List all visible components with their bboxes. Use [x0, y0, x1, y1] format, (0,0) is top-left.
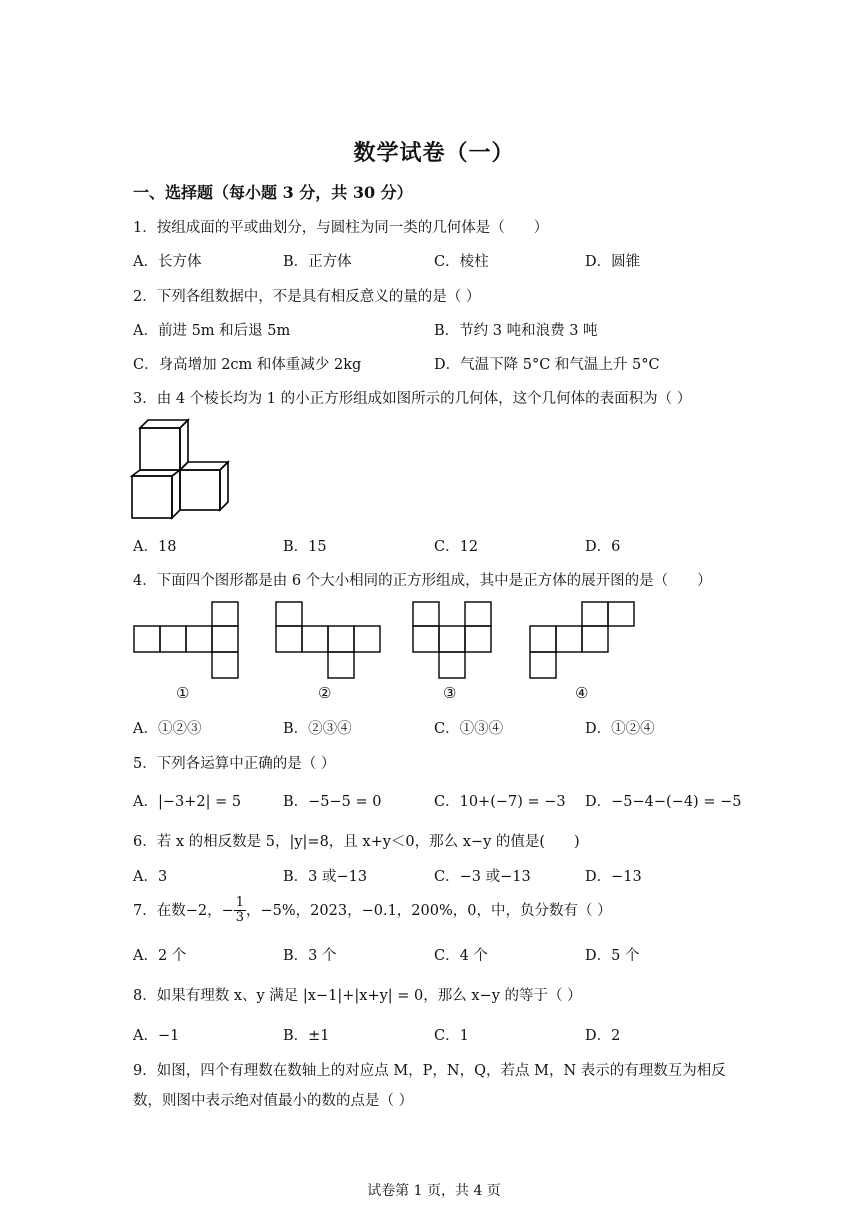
- cube-figure: [128, 418, 238, 524]
- net-3: [413, 602, 491, 678]
- q7-option-b: B．3 个: [283, 948, 337, 964]
- question-1-stem: 1．按组成面的平或曲划分，与圆柱为同一类的几何体是（ ）: [133, 220, 549, 236]
- question-8-stem: 8．如果有理数 x、y 满足 |x−1|+|x+y| = 0，那么 x−y 的等于（ ）: [133, 988, 582, 1004]
- net-label-2: ②: [318, 684, 332, 702]
- question-4-stem: 4．下面四个图形都是由 6 个大小相同的正方形组成，其中是正方体的展开图的是（ ）: [133, 573, 712, 589]
- page-title: 数学试卷（一）: [353, 140, 515, 166]
- page-footer: 试卷第 1 页，共 4 页: [367, 1183, 501, 1199]
- net-2: [276, 602, 380, 678]
- q3-option-d: D．6: [585, 539, 621, 555]
- q7-option-a: A．2 个: [133, 948, 187, 964]
- q2-option-c: C．身高增加 2cm 和体重减少 2kg: [133, 357, 362, 373]
- q7-fraction-denominator: 3: [235, 910, 245, 926]
- net-label-3: ③: [443, 684, 457, 702]
- q1-option-a: A．长方体: [133, 254, 202, 270]
- net-1: [134, 602, 238, 678]
- q4-option-b: B．②③④: [283, 721, 352, 737]
- q3-option-b: B．15: [283, 539, 327, 555]
- q7-option-d: D．5 个: [585, 948, 640, 964]
- q3-option-c: C．12: [434, 539, 479, 555]
- question-6-stem: 6．若 x 的相反数是 5，|y|=8，且 x+y＜0，那么 x−y 的值是( ): [133, 834, 580, 850]
- q8-option-c: C．1: [434, 1028, 469, 1044]
- question-9-stem-line2: 数，则图中表示绝对值最小的数的点是（ ）: [133, 1093, 414, 1109]
- cube-top: [140, 420, 188, 470]
- q7-stem-suffix: ，−5%，2023，−0.1，200%，0，中，负分数有（ ）: [246, 902, 612, 919]
- net-label-4: ④: [575, 684, 589, 702]
- q6-option-b: B．3 或−13: [283, 869, 368, 885]
- cube-front: [132, 470, 180, 518]
- q7-option-c: C．4 个: [434, 948, 488, 964]
- q7-fraction-numerator: 1: [235, 895, 245, 910]
- q8-option-d: D．2: [585, 1028, 621, 1044]
- question-5-stem: 5．下列各运算中正确的是（ ）: [133, 756, 336, 772]
- q7-fraction: [234, 896, 246, 926]
- q5-option-c: C．10+(−7) = −3: [434, 794, 566, 810]
- q6-option-d: D．−13: [585, 869, 642, 885]
- q8-option-a: A．−1: [133, 1028, 180, 1044]
- q5-option-b: B．−5−5 = 0: [283, 794, 382, 810]
- section-heading: 一、选择题（每小题 3 分，共 30 分）: [133, 183, 413, 202]
- net-label-1: ①: [176, 684, 190, 702]
- q1-option-d: D．圆锥: [585, 254, 641, 270]
- cube-right: [180, 462, 228, 510]
- q8-option-b: B．±1: [283, 1028, 330, 1044]
- q2-option-a: A．前进 5m 和后退 5m: [133, 323, 291, 339]
- question-7-stem: [133, 896, 612, 926]
- q3-option-a: A．18: [133, 539, 177, 555]
- q6-option-c: C．−3 或−13: [434, 869, 531, 885]
- q4-option-d: D．①②④: [585, 721, 655, 737]
- net-4: [530, 602, 634, 678]
- question-3-stem: 3．由 4 个棱长均为 1 的小正方形组成如图所示的几何体，这个几何体的表面积为（ ）: [133, 391, 692, 407]
- q2-option-d: D．气温下降 5°C 和气温上升 5°C: [434, 357, 660, 373]
- nets-figure: [130, 600, 650, 684]
- q4-option-a: A．①②③: [133, 721, 202, 737]
- q2-option-b: B．节约 3 吨和浪费 3 吨: [434, 323, 598, 339]
- q5-option-a: A．|−3+2| = 5: [133, 794, 242, 810]
- question-2-stem: 2．下列各组数据中，不是具有相反意义的量的是（ ）: [133, 289, 481, 305]
- q1-option-c: C．棱柱: [434, 254, 489, 270]
- q5-option-d: D．−5−4−(−4) = −5: [585, 794, 742, 810]
- q4-option-c: C．①③④: [434, 721, 504, 737]
- question-9-stem-line1: 9．如图，四个有理数在数轴上的对应点 M，P，N，Q，若点 M，N 表示的有理数互为相反: [133, 1063, 726, 1079]
- q7-stem-prefix: 7．在数−2，−: [133, 902, 234, 919]
- q6-option-a: A．3: [133, 869, 168, 885]
- q1-option-b: B．正方体: [283, 254, 352, 270]
